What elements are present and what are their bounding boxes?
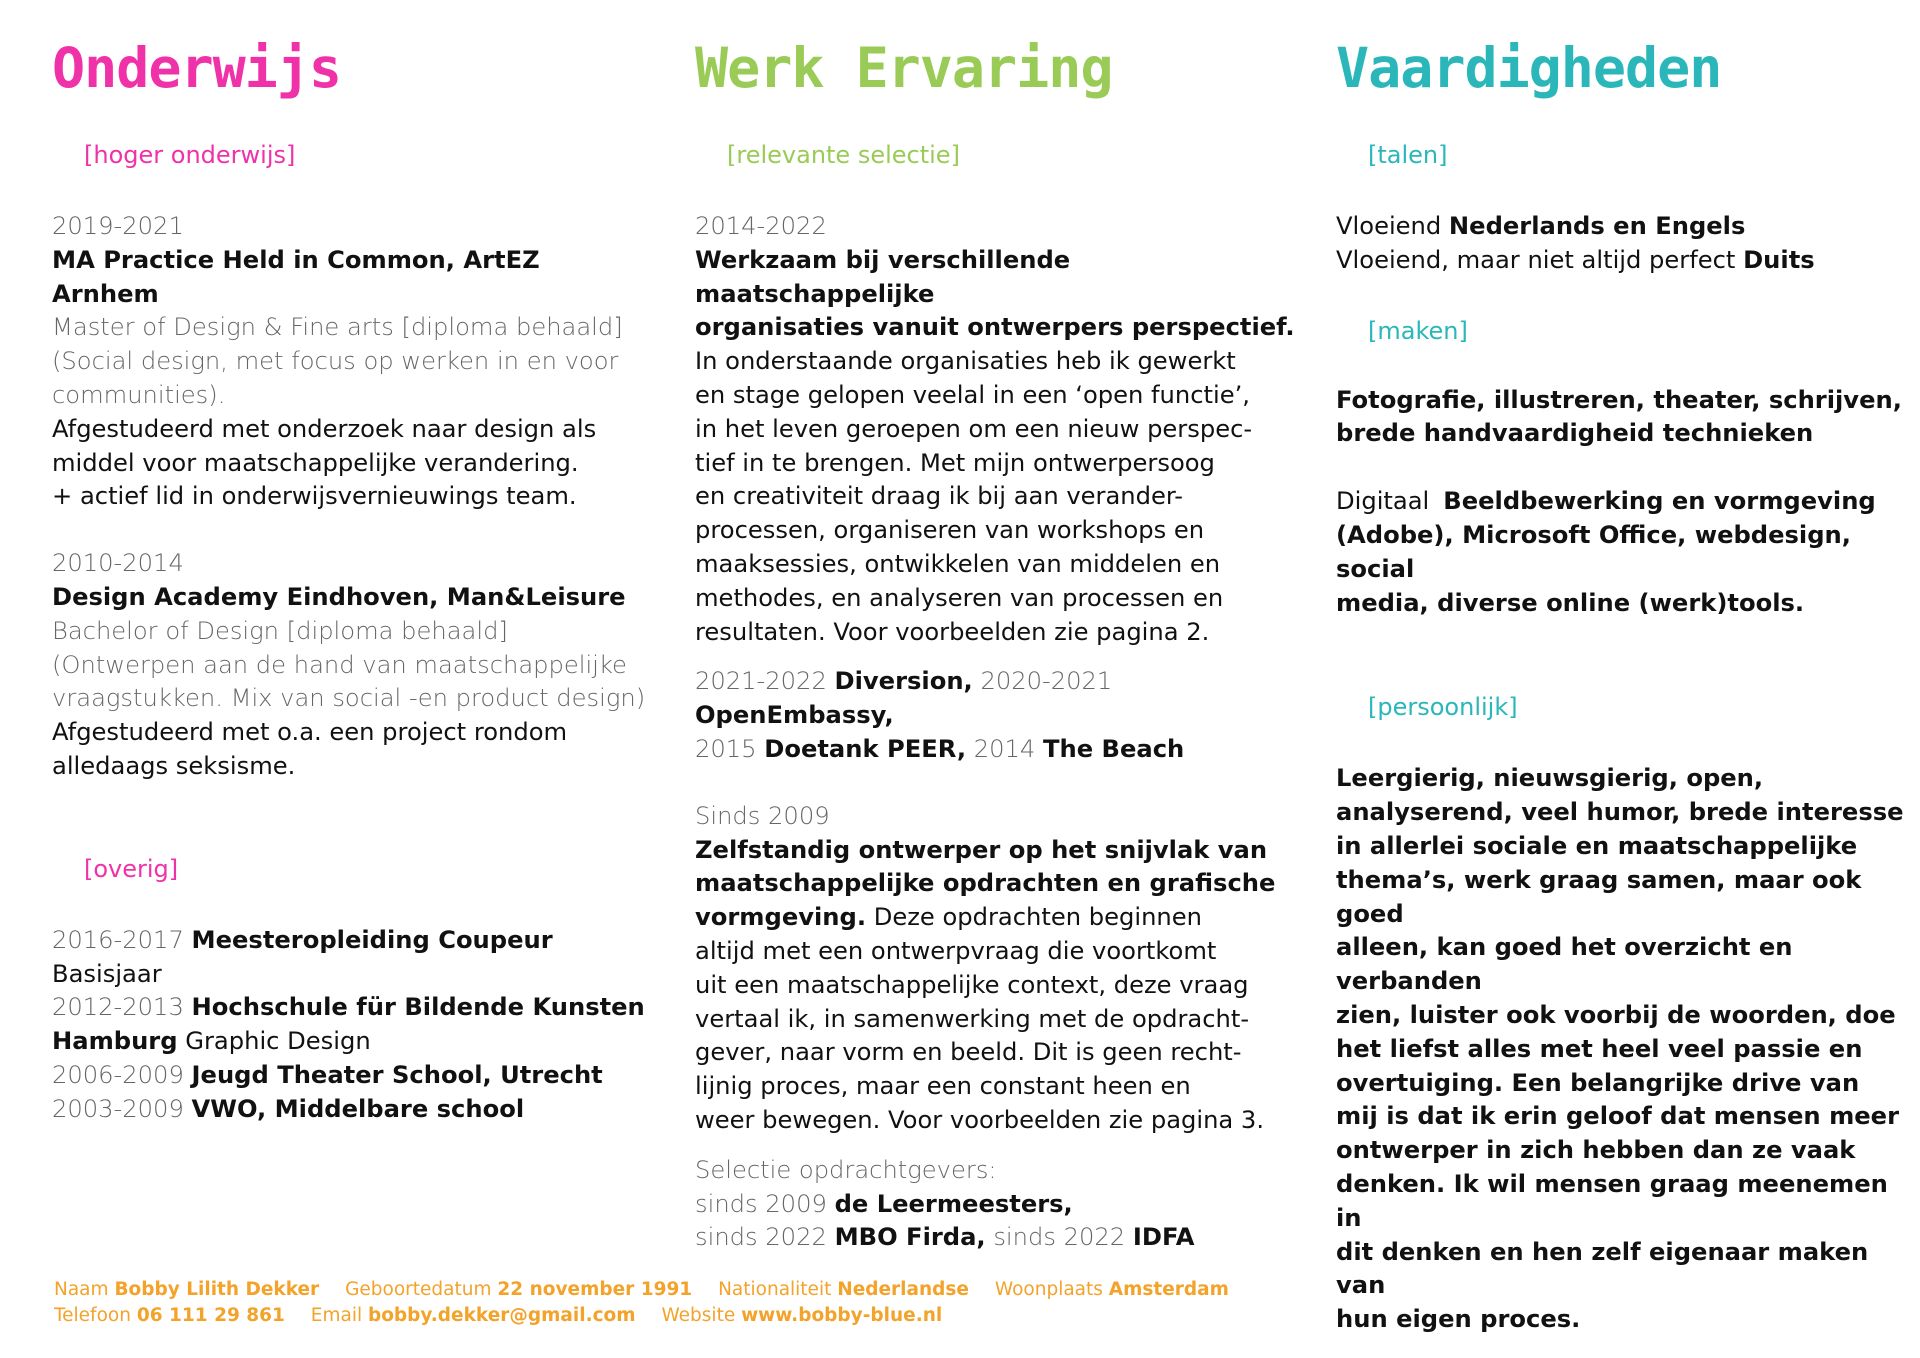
skill-line: (Adobe), Microsoft Office, webdesign, social xyxy=(1336,520,1851,583)
persoonlijk-line: thema’s, werk graag samen, maar ook goed xyxy=(1336,865,1862,928)
work-entry-zelfstandig xyxy=(695,800,1295,1138)
subheading-overig: [overig] xyxy=(84,854,179,883)
taal-name: Duits xyxy=(1743,245,1815,274)
entry-years: 2014-2022 xyxy=(695,212,827,240)
skill-text: Beeldbewerking en vormgeving xyxy=(1443,487,1876,516)
list-item xyxy=(52,991,652,1025)
footer-row xyxy=(54,1277,1249,1303)
skill-line xyxy=(1336,485,1916,519)
naam-label: Naam xyxy=(54,1279,109,1300)
digitaal-skills xyxy=(1336,485,1916,620)
item-name: Jeugd Theater School, Utrecht xyxy=(191,1060,603,1089)
entry-text-line: + actief lid in onderwijsvernieuwings team. xyxy=(52,482,577,511)
work-orgs-list xyxy=(695,665,1295,766)
skill-line: Fotografie, illustreren, theater, schrijven, xyxy=(1336,385,1902,414)
subheading-persoonlijk: [persoonlijk] xyxy=(1368,693,1518,722)
item-years: 2006-2009 xyxy=(52,1060,184,1089)
website-link[interactable]: www.bobby-blue.nl xyxy=(741,1305,943,1326)
org-name: The Beach xyxy=(1042,734,1185,763)
taal-line xyxy=(1336,244,1916,278)
entry-text-line: tief in te brengen. Met mijn ontwerpersoog xyxy=(695,448,1215,477)
personal-details-footer xyxy=(54,1277,1249,1329)
clients-line xyxy=(695,1188,1295,1222)
entry-text-line: en creativiteit draag ik bij aan verander- xyxy=(695,482,1184,511)
taal-level: Vloeiend xyxy=(1336,212,1449,240)
entry-text-line: Afgestudeerd met o.a. een project rondom xyxy=(52,718,568,747)
nationaliteit-label: Nationaliteit xyxy=(718,1279,832,1300)
entry-text-line: altijd met een ontwerpvraag die voortkomt xyxy=(695,936,1217,965)
work-entry-organisaties xyxy=(695,210,1295,649)
education-entry-dae xyxy=(52,547,652,784)
list-item xyxy=(52,1059,652,1093)
client-years: sinds 2009 xyxy=(695,1189,827,1218)
item-years: 2003-2009 xyxy=(52,1094,184,1123)
list-item xyxy=(52,1025,652,1059)
list-item xyxy=(52,1093,652,1127)
column-vaardigheden xyxy=(1336,38,1916,1337)
item-rest: Graphic Design xyxy=(185,1027,371,1056)
client-name: MBO Firda, xyxy=(834,1223,986,1252)
footer-row xyxy=(54,1303,1249,1329)
entry-text-line: resultaten. Voor voorbeelden zie pagina 2. xyxy=(695,617,1210,646)
entry-title-line: organisaties vanuit ontwerpers perspectief. xyxy=(695,313,1295,342)
heading-werk-ervaring: Werk Ervaring xyxy=(695,36,1113,100)
persoonlijk-line: alleen, kan goed het overzicht en verbanden xyxy=(1336,933,1793,996)
entry-text-line: uit een maatschappelijke context, deze vraag xyxy=(695,970,1249,999)
persoonlijk-line: dit denken en hen zelf eigenaar maken van xyxy=(1336,1237,1869,1300)
taal-name: Nederlands en Engels xyxy=(1448,212,1746,240)
heading-vaardigheden: Vaardigheden xyxy=(1336,36,1722,100)
woonplaats-value: Amsterdam xyxy=(1108,1279,1229,1300)
clients-label: Selectie opdrachtgevers: xyxy=(695,1155,997,1184)
entry-text-line: In onderstaande organisaties heb ik gewerkt xyxy=(695,347,1236,376)
entry-title-end: vormgeving. xyxy=(695,903,867,932)
entry-text-line: en stage gelopen veelal in een ‘open functie’, xyxy=(695,380,1250,409)
entry-text-line: methodes, en analyseren van processen en xyxy=(695,583,1224,612)
persoonlijk-line: analyserend, veel humor, brede interesse xyxy=(1336,798,1904,827)
item-name: Hochschule für Bildende Kunsten xyxy=(191,993,645,1022)
website-label: Website xyxy=(661,1305,736,1326)
subheading-relevante-selectie: [relevante selectie] xyxy=(727,141,960,169)
education-entry-artez xyxy=(52,210,652,514)
entry-text: Deze opdrachten beginnen xyxy=(866,903,1202,932)
column-onderwijs xyxy=(52,38,652,1127)
org-years: 2015 xyxy=(695,734,757,763)
heading-onderwijs: Onderwijs xyxy=(52,36,342,100)
entry-title-line: Werkzaam bij verschillende maatschappelijke xyxy=(695,245,1071,308)
taal-level: Vloeiend, maar niet altijd perfect xyxy=(1336,245,1744,274)
entry-desc-line: Bachelor of Design [diploma behaald] xyxy=(52,616,508,645)
org-years: 2014 xyxy=(973,734,1036,763)
client-name: IDFA xyxy=(1132,1223,1195,1252)
entry-desc-line: communities). xyxy=(52,380,226,409)
item-years: 2012-2013 xyxy=(52,993,184,1022)
client-name: de Leermeesters, xyxy=(834,1189,1073,1218)
persoonlijk-line: denken. Ik wil mensen graag meenemen in xyxy=(1336,1169,1888,1232)
email-label: Email xyxy=(310,1305,363,1326)
persoonlijk-line: het liefst alles met heel veel passie en xyxy=(1336,1034,1863,1063)
entry-text-line: in het leven geroepen om een nieuw perspec- xyxy=(695,414,1253,443)
clients-list xyxy=(695,1154,1295,1255)
client-years: sinds 2022 xyxy=(993,1223,1126,1252)
entry-text-line: processen, organiseren van workshops en xyxy=(695,516,1205,545)
subheading-hoger-onderwijs: [hoger onderwijs] xyxy=(84,141,296,169)
entry-years: 2010-2014 xyxy=(52,549,184,578)
persoonlijk-line: zien, luister ook voorbij de woorden, doe xyxy=(1336,1000,1896,1029)
digitaal-label: Digitaal xyxy=(1336,487,1430,516)
org-name: OpenEmbassy, xyxy=(695,701,894,730)
entry-text-line: middel voor maatschappelijke verandering. xyxy=(52,448,579,477)
org-years: 2020-2021 xyxy=(980,667,1113,696)
talen-list xyxy=(1336,210,1916,278)
item-rest: Basisjaar xyxy=(52,959,162,988)
entry-title-line: maatschappelijke opdrachten en grafische xyxy=(695,869,1276,898)
subheading-talen: [talen] xyxy=(1368,141,1448,169)
subheading-maken: [maken] xyxy=(1368,316,1468,345)
naam-value: Bobby Lilith Dekker xyxy=(114,1279,320,1300)
list-item xyxy=(52,924,652,992)
org-years: 2021-2022 xyxy=(695,667,827,696)
skill-line: brede handvaardigheid technieken xyxy=(1336,419,1814,448)
skill-line: media, diverse online (werk)tools. xyxy=(1336,588,1805,617)
entry-text-line: gever, naar vorm en beeld. Dit is geen recht- xyxy=(695,1038,1242,1067)
entry-text-line: vertaal ik, in samenwerking met de opdracht- xyxy=(695,1004,1250,1033)
entry-title-line: Zelfstandig ontwerper op het snijvlak van xyxy=(695,835,1268,864)
column-werk-ervaring xyxy=(695,38,1295,1255)
entry-mixed-line xyxy=(695,901,1295,935)
persoonlijk-line: mij is dat ik erin geloof dat mensen meer xyxy=(1336,1102,1900,1131)
org-name: Diversion, xyxy=(834,667,973,696)
nationaliteit-value: Nederlandse xyxy=(837,1279,969,1300)
entry-desc-line: Master of Design & Fine arts [diploma behaald] xyxy=(52,313,623,342)
entry-title: Design Academy Eindhoven, Man&Leisure xyxy=(52,582,626,611)
persoonlijk-line: overtuiging. Een belangrijke drive van xyxy=(1336,1068,1860,1097)
email-link[interactable]: bobby.dekker@gmail.com xyxy=(367,1305,636,1326)
item-name: Meesteropleiding Coupeur xyxy=(191,925,553,954)
entry-years: 2019-2021 xyxy=(52,212,184,240)
client-years: sinds 2022 xyxy=(695,1223,827,1252)
entry-text-line: Afgestudeerd met onderzoek naar design als xyxy=(52,414,597,443)
entry-text-line: maaksessies, ontwikkelen van middelen en xyxy=(695,549,1221,578)
org-name: Doetank PEER, xyxy=(764,734,967,763)
persoonlijk-text xyxy=(1336,762,1916,1337)
entry-desc-line: (Social design, met focus op werken in en voor xyxy=(52,347,619,376)
taal-line xyxy=(1336,210,1916,244)
maken-skills xyxy=(1336,384,1916,452)
item-name: Hamburg xyxy=(52,1027,178,1056)
entry-title: MA Practice Held in Common, ArtEZ Arnhem xyxy=(52,245,540,308)
persoonlijk-line: in allerlei sociale en maatschappelijke xyxy=(1336,831,1858,860)
entry-text-line: weer bewegen. Voor voorbeelden zie pagina 3. xyxy=(695,1105,1265,1134)
item-name: VWO, Middelbare school xyxy=(191,1094,525,1123)
telefoon-value: 06 111 29 861 xyxy=(136,1305,285,1326)
persoonlijk-line: hun eigen proces. xyxy=(1336,1305,1581,1334)
entry-desc-line: (Ontwerpen aan de hand van maatschappelijke xyxy=(52,650,627,679)
orgs-line xyxy=(695,665,1295,733)
other-education-list xyxy=(52,924,652,1127)
orgs-line xyxy=(695,733,1295,767)
clients-line xyxy=(695,1221,1295,1255)
entry-text-line: alledaags seksisme. xyxy=(52,751,296,780)
persoonlijk-line: ontwerper in zich hebben dan ze vaak xyxy=(1336,1136,1856,1165)
telefoon-label: Telefoon xyxy=(54,1305,131,1326)
woonplaats-label: Woonplaats xyxy=(994,1279,1103,1300)
item-years: 2016-2017 xyxy=(52,925,184,954)
geboortedatum-label: Geboortedatum xyxy=(345,1279,492,1300)
entry-desc-line: vraagstukken. Mix van social -en product design) xyxy=(52,684,646,713)
entry-years: Sinds 2009 xyxy=(695,801,830,830)
entry-text-line: lijnig proces, maar een constant heen en xyxy=(695,1072,1191,1101)
geboortedatum-value: 22 november 1991 xyxy=(497,1279,693,1300)
persoonlijk-line: Leergierig, nieuwsgierig, open, xyxy=(1336,764,1764,793)
